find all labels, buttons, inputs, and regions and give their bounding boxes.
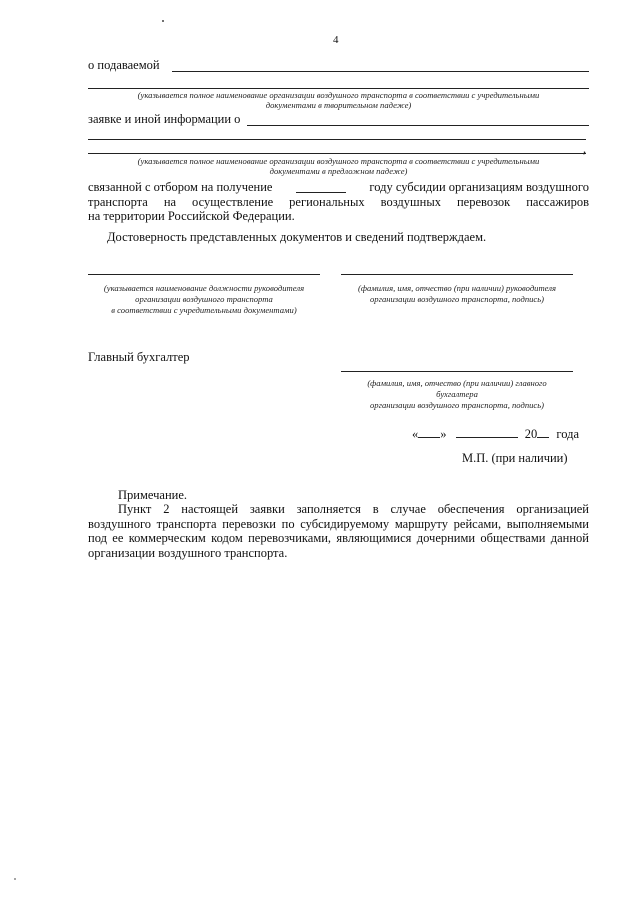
paragraph-line-2: транспорта на осуществление региональных воздушных перевозок пассажиров: [88, 194, 589, 209]
remark-paragraph: [88, 502, 589, 560]
fill-line-org-name-2b: [88, 139, 586, 140]
note-accountant-3: организации воздушного транспорта, подпись): [370, 400, 544, 410]
note-full-name-prepositional-1: (указывается полное наименование организации воздушного транспорта в соответствии с учредительными: [137, 156, 540, 166]
year-suffix-blank: [537, 426, 549, 438]
date-open-quote: «: [412, 427, 419, 441]
note-accountant-2: бухгалтера: [436, 389, 478, 399]
scan-speck: [162, 20, 164, 22]
line-head-position: [88, 274, 320, 275]
paragraph-line-1-end: году субсидии организациям воздушного: [369, 180, 589, 194]
paragraph-line-1-start: связанной с отбором на получение: [88, 180, 273, 194]
stamp-text: М.П. (при наличии): [462, 451, 568, 465]
paragraph-line-1: [88, 180, 589, 195]
fill-line-org-name-1b: [88, 88, 589, 89]
remark-line-3: под ее коммерческим кодом перевозчиками, являющимися дочерними обществами данной: [88, 531, 589, 546]
fill-line-org-name-2c: [88, 153, 586, 154]
remark-title: Примечание.: [118, 488, 188, 502]
note-full-name-instrumental-2: документами в творительном падеже): [265, 100, 412, 110]
note-head-position-3: в соответствии с учредительными документами): [111, 305, 297, 315]
line-accountant-name: [341, 371, 573, 372]
note-head-name-1: (фамилия, имя, отчество (при наличии) руководителя: [357, 283, 557, 293]
remark-line-2: воздушного транспорта перевозки по субсидируемому маршруту рейсами, выполняемыми: [88, 516, 589, 531]
date-year-word: года: [556, 427, 579, 441]
note-full-name-instrumental-1: (указывается полное наименование организации воздушного транспорта в соответствии с учредительными: [137, 90, 540, 100]
date-line: [412, 426, 579, 442]
page-number: 4: [333, 34, 339, 46]
paragraph-line-3: на территории Российской Федерации.: [88, 209, 295, 224]
month-blank: [456, 426, 518, 438]
note-head-name-2: организации воздушного транспорта, подпись): [370, 294, 544, 304]
year-blank: [296, 180, 346, 193]
note-head-position-2: организации воздушного транспорта: [135, 294, 273, 304]
chief-accountant-label: Главный бухгалтер: [88, 350, 190, 364]
date-century: 20: [524, 427, 538, 441]
confirm-text: Достоверность представленных документов и сведений подтверждаем.: [107, 230, 487, 244]
scan-speck-bottom: [14, 878, 16, 880]
fill-line-org-name-1: [172, 71, 589, 72]
note-head-position-1: (указывается наименование должности руководителя: [103, 283, 305, 293]
note-accountant-1: (фамилия, имя, отчество (при наличии) главного: [367, 378, 547, 388]
remark-line-1: Пункт 2 настоящей заявки заполняется в случае обеспечения организацией: [118, 502, 589, 516]
selection-paragraph: [88, 180, 589, 224]
date-close-quote: »: [440, 427, 447, 441]
line-head-name: [341, 274, 573, 275]
row-podavaemoy-label: о подаваемой: [88, 58, 160, 72]
note-full-name-prepositional-2: документами в предложном падеже): [269, 166, 408, 176]
comma-mark: ,: [583, 142, 587, 156]
fill-line-org-name-2: [247, 125, 589, 126]
row-zayavke-label: заявке и иной информации о: [88, 112, 241, 126]
remark-line-4: организации воздушного транспорта.: [88, 545, 288, 560]
day-blank: [418, 426, 440, 438]
